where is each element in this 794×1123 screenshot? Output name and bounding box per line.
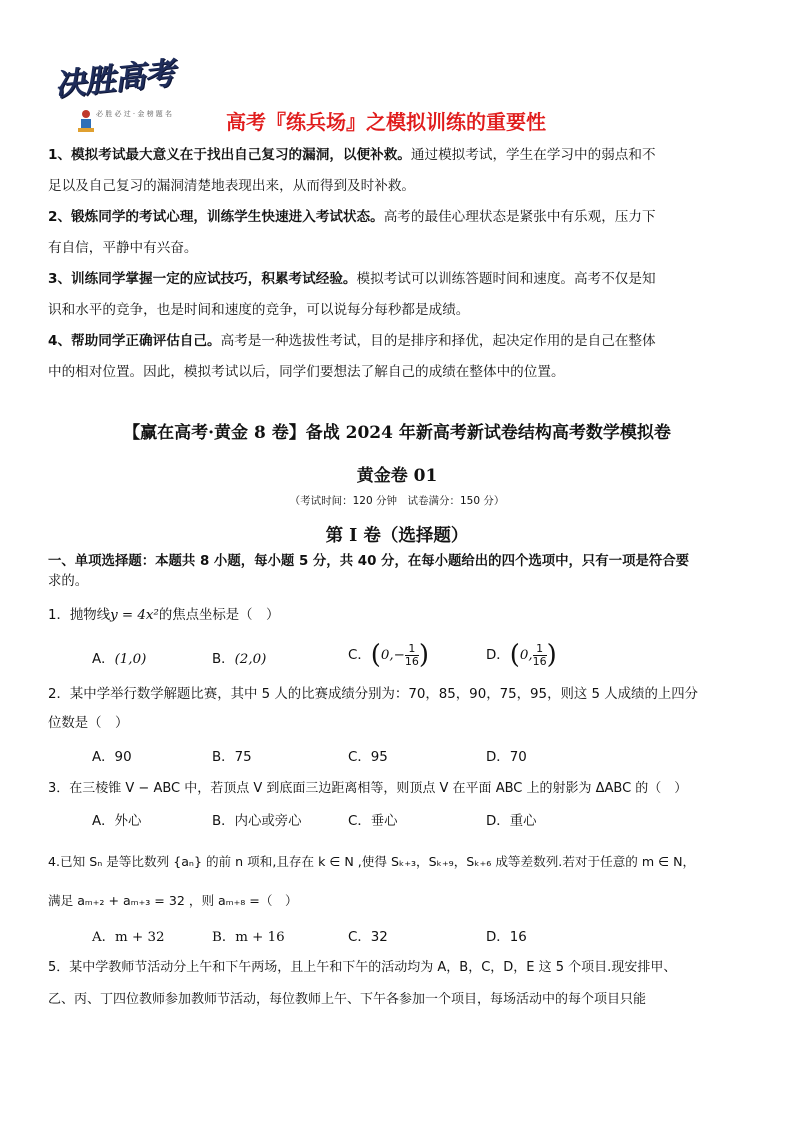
q1-a-value: (1,0) <box>114 652 147 667</box>
point-4-line1: 高考是一种选拔性考试，目的是排序和择优，起决定作用的是自己在整体 <box>220 333 656 349</box>
q4-line1: 4.已知 Sₙ 是等比数列 {aₙ} 的前 n 项和,且存在 k ∈ N ,使得 Sₖ₊₃，Sₖ₊₉，Sₖ₊₆ 成等差数列.若对于任意的 m ∈ N， <box>48 854 696 869</box>
q1-option-d <box>486 640 557 670</box>
intro-point-2 <box>48 202 748 264</box>
q1-d-value: 0, <box>519 648 533 663</box>
q1-c-den: 16 <box>404 654 419 668</box>
q2-option-d: D．70 <box>486 750 527 765</box>
question-1 <box>48 601 748 630</box>
point-3-bold: 3、训练同学掌握一定的应试技巧，积累考试经验。 <box>48 271 357 287</box>
q1-c-value: 0,− <box>380 648 405 663</box>
q3-option-a: A．外心 <box>92 814 142 829</box>
q5-line2: 乙、丙、丁四位教师参加教师节活动，每位教师上午、下午各参加一个项目，每场活动中的每个项目只能 <box>48 992 647 1007</box>
intro-title: 高考『练兵场』之模拟训练的重要性 <box>226 110 546 134</box>
question-5 <box>48 952 748 1016</box>
q4-option-d: D．16 <box>486 930 527 945</box>
q1-option-c <box>348 640 429 670</box>
section-rest: 求的。 <box>48 574 89 589</box>
section-instructions <box>48 552 748 592</box>
q3-option-d: D．重心 <box>486 814 537 829</box>
part-title: 第 I 卷（选择题） <box>325 526 469 546</box>
logo-text: 决胜高考 <box>52 55 176 104</box>
section-bold: 一、单项选择题：本题共 8 小题，每小题 5 分，共 40 分，在每小题给出的四个选项中，只有一项是符合要 <box>48 554 690 569</box>
q4-option-a: A．m + 32 <box>92 930 165 945</box>
q1-d-paren-open: ( <box>509 640 520 670</box>
point-3-line2: 识和水平的竞争，也是时间和速度的竞争，可以说每分每秒都是成绩。 <box>48 302 470 318</box>
intro-point-4 <box>48 326 748 388</box>
point-2-bold: 2、锻炼同学的考试心理，训练学生快速进入考试状态。 <box>48 209 384 225</box>
q1-c-num: 1 <box>405 643 419 656</box>
point-2-line2: 有自信，平静中有兴奋。 <box>48 240 198 256</box>
q1-a-label: A． <box>92 652 115 667</box>
q3-line1: 3．在三棱锥 V − ABC 中，若顶点 V 到底面三边距离相等，则顶点 V 在平面 ABC 上的射影为 ΔABC 的（ ） <box>48 781 688 796</box>
question-2 <box>48 680 748 738</box>
q2-option-a: A．90 <box>92 750 132 765</box>
q1-d-den: 16 <box>532 654 547 668</box>
q1-d-num: 1 <box>533 643 547 656</box>
logo-subtitle: 必 胜 必 过 · 金 榜 题 名 <box>96 110 173 118</box>
q1-option-a <box>92 648 146 667</box>
q2-option-c: C．95 <box>348 750 388 765</box>
question-3 <box>48 774 748 803</box>
q5-line1: 5．某中学教师节活动分上午和下午两场，且上午和下午的活动均为 A，B，C，D，E 这 5 个项目.现安排甲、 <box>48 960 677 975</box>
point-3-line1: 模拟考试可以训练答题时间和速度。高考不仅是知 <box>356 271 656 287</box>
brand-logo <box>52 55 180 138</box>
question-4 <box>48 842 748 920</box>
point-4-bold: 4、帮助同学正确评估自己。 <box>48 333 221 349</box>
point-4-line2: 中的相对位置。因此，模拟考试以后，同学们要想法了解自己的成绩在整体中的位置。 <box>48 364 565 380</box>
point-1-line2: 足以及自己复习的漏洞清楚地表现出来，从而得到及时补救。 <box>48 178 416 194</box>
q1-option-b <box>212 648 266 667</box>
q1-c-label: C． <box>348 648 371 663</box>
q2-line2: 位数是（ ） <box>48 716 129 731</box>
exam-note: （考试时间：120 分钟 试卷满分：150 分） <box>289 495 505 507</box>
student-figure-icon <box>76 108 96 134</box>
exam-title: 【赢在高考·黄金 8 卷】备战 2024 年新高考新试卷结构高考数学模拟卷 <box>123 423 671 443</box>
q4-line2: 满足 aₘ₊₂ + aₘ₊₃ = 32 ，则 aₘ₊₈ =（ ） <box>48 893 298 908</box>
q1-c-fraction <box>405 643 419 668</box>
q1-b-label: B． <box>212 652 235 667</box>
point-1-line1: 通过模拟考试，学生在学习中的弱点和不 <box>410 147 656 163</box>
intro-point-3 <box>48 264 748 326</box>
q1-b-value: (2,0) <box>234 652 267 667</box>
q2-option-b: B．75 <box>212 750 252 765</box>
q1-d-paren-close: ) <box>546 640 557 670</box>
q4-option-c: C．32 <box>348 930 388 945</box>
q1-c-paren-open: ( <box>370 640 381 670</box>
q2-line1: 2．某中学举行数学解题比赛，其中 5 人的比赛成绩分别为：70，85，90，75，95，则这 5 人成绩的上四分 <box>48 687 699 702</box>
q1-c-paren-close: ) <box>418 640 430 670</box>
exam-subtitle: 黄金卷 01 <box>356 466 438 486</box>
q1-d-label: D． <box>486 648 510 663</box>
q1-expr: y = 4x² <box>110 608 159 623</box>
q4-option-b: B．m + 16 <box>212 930 285 945</box>
q1-d-fraction <box>533 643 547 668</box>
intro-point-1 <box>48 140 748 202</box>
q3-option-b: B．内心或旁心 <box>212 814 302 829</box>
q3-option-c: C．垂心 <box>348 814 398 829</box>
point-2-line1: 高考的最佳心理状态是紧张中有乐观，压力下 <box>383 209 656 225</box>
point-1-bold: 1、模拟考试最大意义在于找出自己复习的漏洞，以便补救。 <box>48 147 411 163</box>
q1-post: 的焦点坐标是（ ） <box>158 608 280 623</box>
q1-pre: 1．抛物线 <box>48 608 111 623</box>
